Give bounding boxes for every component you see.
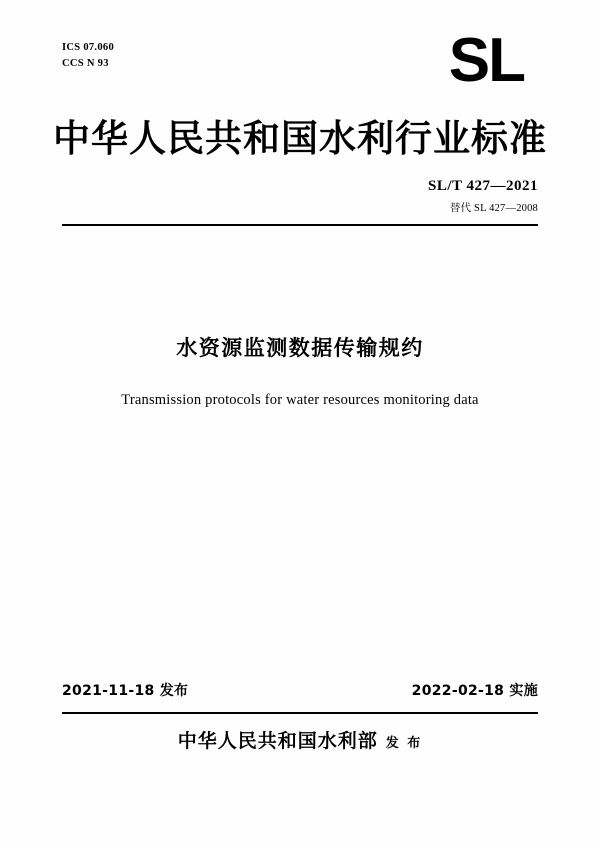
classification-codes: [62, 38, 114, 72]
date-row: [62, 680, 538, 700]
ccs-code: CCS N 93: [62, 57, 109, 69]
publisher-line: [0, 726, 600, 753]
effective-date: 2022-02-18 实施: [411, 683, 538, 699]
standard-replaces: 替代 SL 427—2008: [449, 203, 538, 214]
document-title-en: Transmission protocols for water resources monitoring data: [121, 392, 479, 408]
divider-bottom: [62, 712, 538, 714]
publisher-organization: 中华人民共和国水利部: [177, 730, 378, 752]
ics-code: ICS 07.060: [62, 42, 115, 53]
standard-number: SL/T 427—2021: [428, 178, 538, 194]
cover-header: [62, 26, 538, 95]
document-title-cn: 水资源监测数据传输规约: [176, 336, 424, 360]
sl-logo: SL: [448, 26, 524, 95]
divider-top: [62, 224, 538, 226]
issue-date: 2021-11-18 发布: [62, 683, 189, 699]
series-title: 中华人民共和国水利行业标准: [53, 117, 547, 160]
publisher-issuer: 发 布: [385, 736, 423, 751]
